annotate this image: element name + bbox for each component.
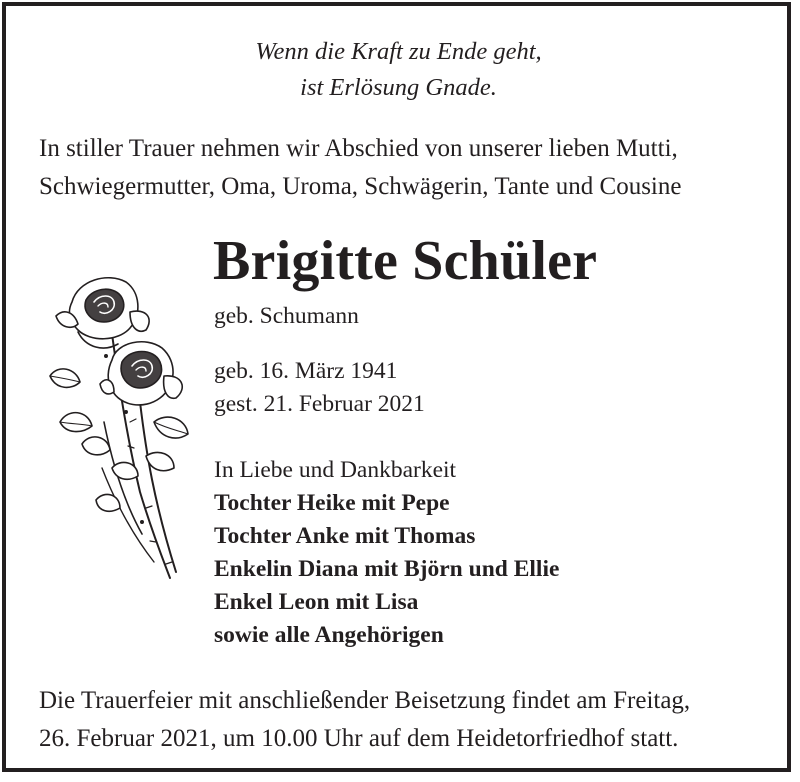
motto-line-1: Wenn die Kraft zu Ende geht,	[255, 38, 542, 65]
mourner-entry: Tochter Heike mit Pepe	[214, 490, 450, 516]
motto	[6, 34, 791, 106]
death-date: gest. 21. Februar 2021	[214, 391, 425, 417]
intro-text	[39, 130, 779, 206]
ceremony-text	[39, 682, 784, 758]
motto-line-2: ist Erlösung Gnade.	[300, 74, 497, 101]
mourner-entry: Enkel Leon mit Lisa	[214, 589, 419, 615]
mourner-entry: Enkelin Diana mit Björn und Ellie	[214, 556, 560, 582]
intro-line-1: In stiller Trauer nehmen wir Abschied von unserer lieben Mutti,	[39, 135, 678, 162]
maiden-name: geb. Schumann	[214, 303, 359, 329]
mourner-entry: Tochter Anke mit Thomas	[214, 523, 476, 549]
ceremony-line-2: 26. Februar 2021, um 10.00 Uhr auf dem Heidetorfriedhof statt.	[39, 725, 679, 752]
ceremony-line-1: Die Trauerfeier mit anschließender Beisetzung findet am Freitag,	[39, 687, 691, 714]
rose-icon	[42, 272, 194, 594]
intro-line-2: Schwiegermutter, Oma, Uroma, Schwägerin, Tante und Cousine	[39, 173, 682, 200]
birth-date: geb. 16. März 1941	[214, 358, 398, 384]
obituary-frame	[2, 2, 791, 772]
mourner-entry: sowie alle Angehörigen	[214, 622, 444, 648]
mourners-intro: In Liebe und Dankbarkeit	[214, 457, 457, 483]
deceased-name: Brigitte Schüler	[213, 230, 598, 292]
